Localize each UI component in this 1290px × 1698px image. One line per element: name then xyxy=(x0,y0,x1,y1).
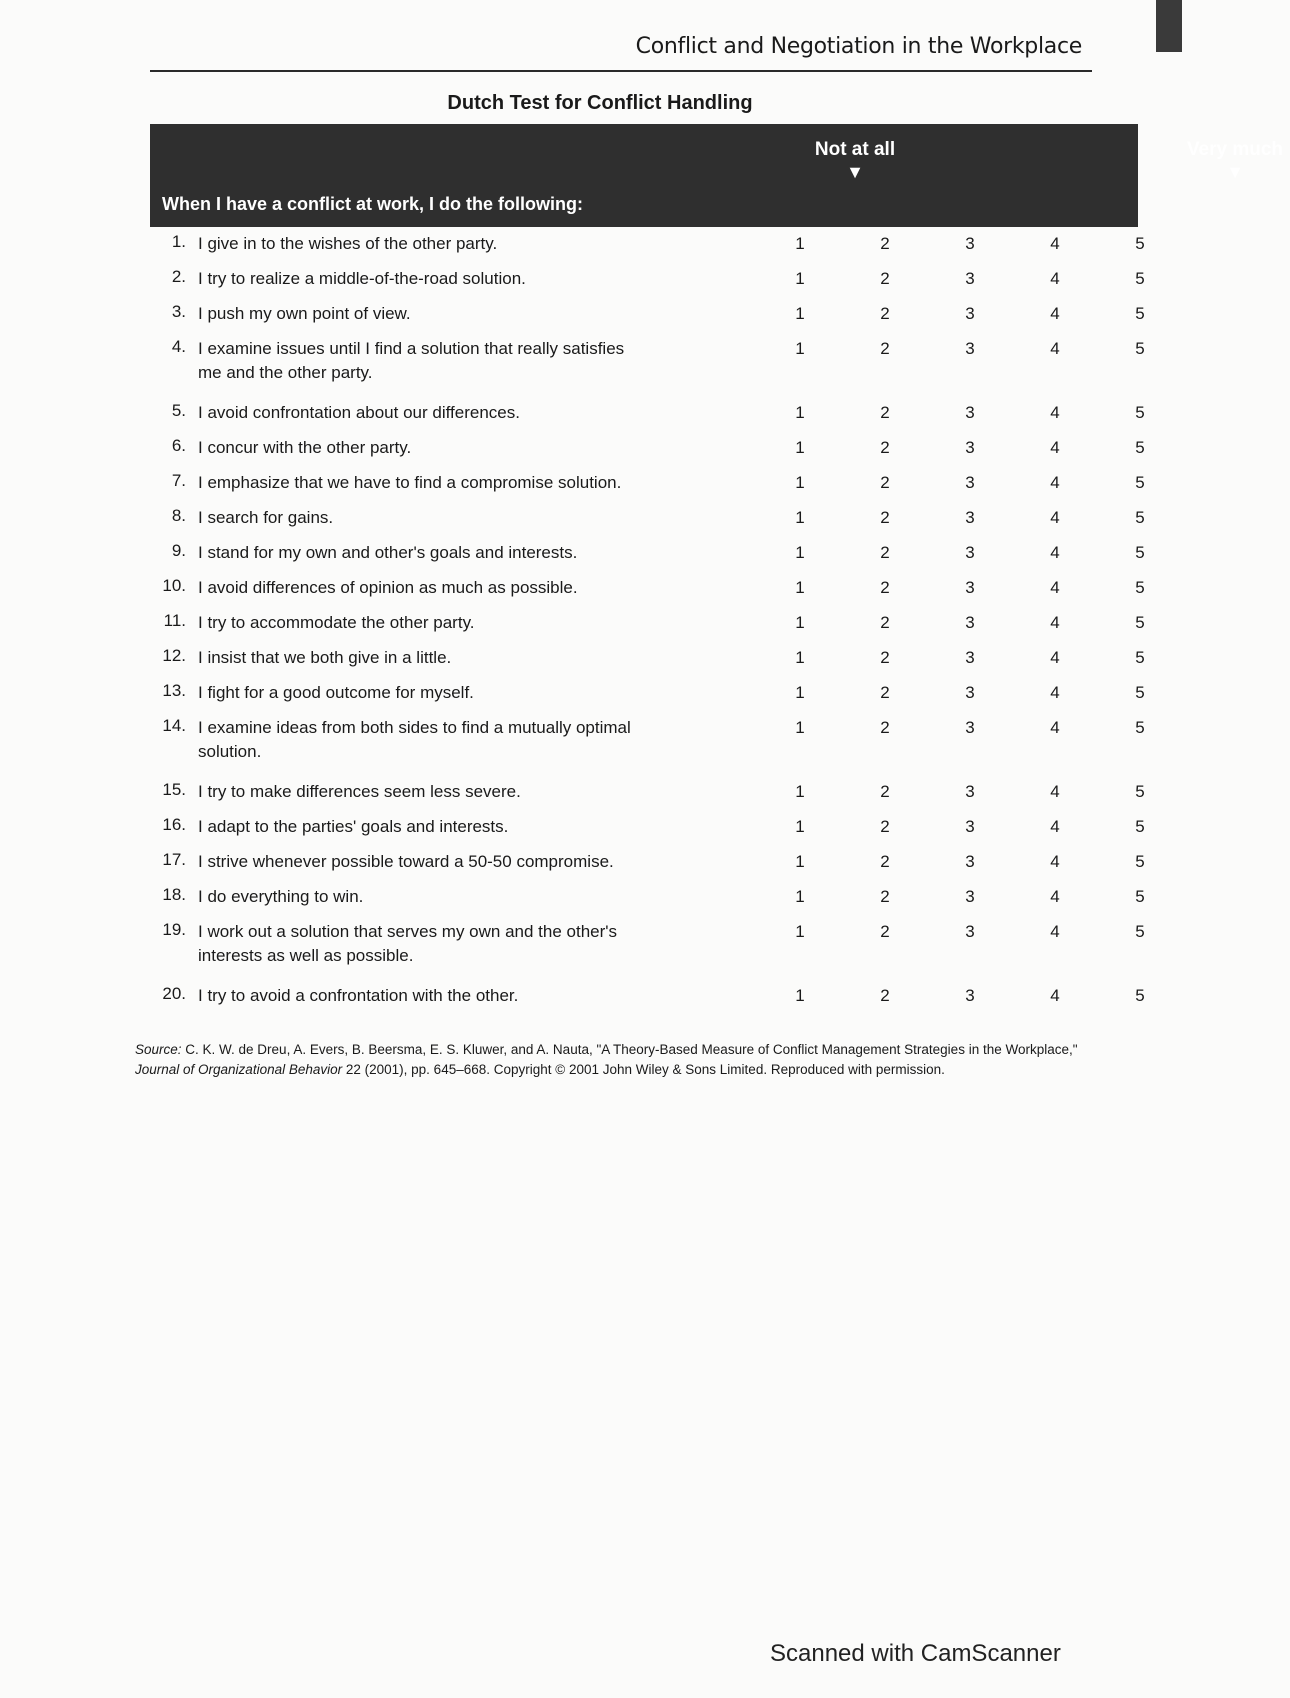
scale-high-label: Very much ▼ xyxy=(1180,138,1290,182)
rating-option-4[interactable]: 4 xyxy=(1050,986,1060,1005)
item-number: 11. xyxy=(163,611,186,630)
questionnaire-item xyxy=(150,506,1145,539)
questionnaire-item xyxy=(150,576,1145,609)
rating-option-4[interactable]: 4 xyxy=(1050,508,1060,527)
rating-option-1[interactable]: 1 xyxy=(795,782,805,801)
questionnaire-item xyxy=(150,611,1145,644)
rating-option-2[interactable]: 2 xyxy=(880,304,890,323)
rating-option-3[interactable]: 3 xyxy=(965,613,975,632)
page-corner-tab xyxy=(1156,0,1182,52)
rating-option-1[interactable]: 1 xyxy=(795,339,805,358)
item-number: 8. xyxy=(171,506,186,525)
item-text: I try to avoid a confrontation with the other. xyxy=(198,986,519,1005)
questionnaire-item xyxy=(150,984,1145,1017)
rating-option-3[interactable]: 3 xyxy=(965,852,975,871)
questionnaire-item xyxy=(150,401,1145,434)
questionnaire-item xyxy=(150,885,1145,918)
item-number: 17. xyxy=(162,850,186,869)
rating-option-1[interactable]: 1 xyxy=(795,269,805,288)
rating-option-3[interactable]: 3 xyxy=(965,718,975,737)
rating-option-1[interactable]: 1 xyxy=(795,473,805,492)
rating-option-3[interactable]: 3 xyxy=(965,887,975,906)
questionnaire-item xyxy=(150,436,1145,469)
rating-option-2[interactable]: 2 xyxy=(880,578,890,597)
source-label: Source: xyxy=(135,1042,182,1057)
rating-option-5[interactable]: 5 xyxy=(1135,234,1145,253)
scale-low-label: Not at all ▼ xyxy=(800,138,910,182)
questionnaire-item xyxy=(150,716,1145,774)
rating-option-3[interactable]: 3 xyxy=(965,438,975,457)
questionnaire-item xyxy=(150,815,1145,848)
questionnaire-item xyxy=(150,302,1145,335)
rating-option-5[interactable]: 5 xyxy=(1135,473,1145,492)
rating-option-5[interactable]: 5 xyxy=(1135,403,1145,422)
item-number: 15. xyxy=(162,780,186,799)
rating-option-3[interactable]: 3 xyxy=(965,269,975,288)
questionnaire-item xyxy=(150,471,1145,504)
rating-option-2[interactable]: 2 xyxy=(880,782,890,801)
rating-option-2[interactable]: 2 xyxy=(880,648,890,667)
rating-option-4[interactable]: 4 xyxy=(1050,718,1060,737)
rating-option-2[interactable]: 2 xyxy=(880,508,890,527)
rating-option-3[interactable]: 3 xyxy=(965,403,975,422)
rating-option-3[interactable]: 3 xyxy=(965,339,975,358)
rating-option-4[interactable]: 4 xyxy=(1050,922,1060,941)
rating-option-5[interactable]: 5 xyxy=(1135,648,1145,667)
item-number: 20. xyxy=(162,984,186,1003)
rating-option-1[interactable]: 1 xyxy=(795,438,805,457)
table-prompt: When I have a conflict at work, I do the following: xyxy=(162,194,584,214)
questionnaire-item xyxy=(150,850,1145,883)
rating-option-3[interactable]: 3 xyxy=(965,543,975,562)
item-number: 12. xyxy=(162,646,186,665)
item-text: I emphasize that we have to find a compromise solution. xyxy=(198,473,622,492)
item-text: I avoid differences of opinion as much as possible. xyxy=(198,578,578,597)
questionnaire-item xyxy=(150,920,1145,978)
item-text: I examine issues until I find a solution that really satisfies me and the other party. xyxy=(198,339,625,382)
rating-option-2[interactable]: 2 xyxy=(880,403,890,422)
rating-option-2[interactable]: 2 xyxy=(880,473,890,492)
rating-option-2[interactable]: 2 xyxy=(880,922,890,941)
rating-option-4[interactable]: 4 xyxy=(1050,578,1060,597)
rating-option-4[interactable]: 4 xyxy=(1050,648,1060,667)
rating-option-4[interactable]: 4 xyxy=(1050,234,1060,253)
rating-option-5[interactable]: 5 xyxy=(1135,817,1145,836)
rating-option-4[interactable]: 4 xyxy=(1050,817,1060,836)
rating-option-5[interactable]: 5 xyxy=(1135,578,1145,597)
questionnaire-item xyxy=(150,267,1145,300)
rating-option-4[interactable]: 4 xyxy=(1050,852,1060,871)
rating-option-1[interactable]: 1 xyxy=(795,648,805,667)
item-number: 10. xyxy=(162,576,186,595)
rating-option-5[interactable]: 5 xyxy=(1135,718,1145,737)
questionnaire-item xyxy=(150,780,1145,813)
source-rest: 22 (2001), pp. 645–668. Copyright © 2001 John Wiley & Sons Limited. Reproduced with permission. xyxy=(342,1062,945,1077)
rating-option-4[interactable]: 4 xyxy=(1050,403,1060,422)
item-text: I examine ideas from both sides to find a mutually optimal solution. xyxy=(198,718,631,761)
rating-option-5[interactable]: 5 xyxy=(1135,782,1145,801)
rating-option-4[interactable]: 4 xyxy=(1050,613,1060,632)
item-text: I try to realize a middle-of-the-road solution. xyxy=(198,269,526,288)
rating-option-1[interactable]: 1 xyxy=(795,683,805,702)
rating-option-3[interactable]: 3 xyxy=(965,986,975,1005)
item-number: 6. xyxy=(171,436,186,455)
rating-option-5[interactable]: 5 xyxy=(1135,304,1145,323)
rating-option-1[interactable]: 1 xyxy=(795,718,805,737)
down-arrow-icon: ▼ xyxy=(1226,162,1244,182)
rating-option-3[interactable]: 3 xyxy=(965,922,975,941)
rating-option-1[interactable]: 1 xyxy=(795,403,805,422)
rating-option-1[interactable]: 1 xyxy=(795,922,805,941)
item-number: 16. xyxy=(162,815,186,834)
rating-option-1[interactable]: 1 xyxy=(795,543,805,562)
item-text: I insist that we both give in a little. xyxy=(198,648,452,667)
rating-option-5[interactable]: 5 xyxy=(1135,613,1145,632)
questionnaire-item xyxy=(150,541,1145,574)
item-number: 1. xyxy=(171,232,186,251)
rating-option-2[interactable]: 2 xyxy=(880,986,890,1005)
rating-option-1[interactable]: 1 xyxy=(795,887,805,906)
rating-option-1[interactable]: 1 xyxy=(795,986,805,1005)
rating-option-3[interactable]: 3 xyxy=(965,683,975,702)
rating-option-5[interactable]: 5 xyxy=(1135,922,1145,941)
item-number: 19. xyxy=(162,920,186,939)
rating-option-3[interactable]: 3 xyxy=(965,473,975,492)
scanner-watermark: Scanned with CamScanner xyxy=(770,1640,1061,1667)
item-text: I give in to the wishes of the other party. xyxy=(198,234,498,253)
item-number: 14. xyxy=(162,716,186,735)
rating-option-1[interactable]: 1 xyxy=(795,613,805,632)
rating-option-4[interactable]: 4 xyxy=(1050,304,1060,323)
table-header xyxy=(150,124,1284,227)
rating-option-2[interactable]: 2 xyxy=(880,269,890,288)
rating-option-1[interactable]: 1 xyxy=(795,817,805,836)
item-number: 13. xyxy=(162,681,186,700)
rating-option-5[interactable]: 5 xyxy=(1135,887,1145,906)
item-number: 5. xyxy=(171,401,186,420)
rating-option-3[interactable]: 3 xyxy=(965,304,975,323)
rating-option-4[interactable]: 4 xyxy=(1050,543,1060,562)
item-number: 7. xyxy=(171,471,186,490)
rating-option-5[interactable]: 5 xyxy=(1135,852,1145,871)
running-head xyxy=(150,24,1092,72)
rating-option-1[interactable]: 1 xyxy=(795,578,805,597)
item-text: I try to make differences seem less severe. xyxy=(198,782,521,801)
item-text: I search for gains. xyxy=(198,508,334,527)
rating-option-2[interactable]: 2 xyxy=(880,234,890,253)
item-number: 18. xyxy=(162,885,186,904)
questionnaire-item xyxy=(150,681,1145,714)
item-number: 3. xyxy=(171,302,186,321)
item-text: I do everything to win. xyxy=(198,887,364,906)
rating-option-5[interactable]: 5 xyxy=(1135,543,1145,562)
rating-option-4[interactable]: 4 xyxy=(1050,339,1060,358)
document-title: Dutch Test for Conflict Handling xyxy=(447,92,753,114)
rating-option-4[interactable]: 4 xyxy=(1050,473,1060,492)
rating-option-2[interactable]: 2 xyxy=(880,613,890,632)
rating-option-2[interactable]: 2 xyxy=(880,438,890,457)
rating-option-2[interactable]: 2 xyxy=(880,339,890,358)
item-text: I avoid confrontation about our differences. xyxy=(198,403,520,422)
rating-option-2[interactable]: 2 xyxy=(880,817,890,836)
item-number: 2. xyxy=(171,267,186,286)
rating-option-4[interactable]: 4 xyxy=(1050,438,1060,457)
rating-option-4[interactable]: 4 xyxy=(1050,887,1060,906)
down-arrow-icon: ▼ xyxy=(846,162,864,182)
item-text: I adapt to the parties' goals and interests. xyxy=(198,817,509,836)
questionnaire-item xyxy=(150,646,1145,679)
item-number: 9. xyxy=(171,541,186,560)
rating-option-5[interactable]: 5 xyxy=(1135,508,1145,527)
rating-option-5[interactable]: 5 xyxy=(1135,683,1145,702)
rating-option-2[interactable]: 2 xyxy=(880,887,890,906)
rating-option-1[interactable]: 1 xyxy=(795,234,805,253)
rating-option-1[interactable]: 1 xyxy=(795,508,805,527)
rating-option-1[interactable]: 1 xyxy=(795,852,805,871)
rating-option-4[interactable]: 4 xyxy=(1050,269,1060,288)
rating-option-5[interactable]: 5 xyxy=(1135,438,1145,457)
item-text: I stand for my own and other's goals and interests. xyxy=(198,543,578,562)
rating-option-3[interactable]: 3 xyxy=(965,782,975,801)
item-text: I fight for a good outcome for myself. xyxy=(198,683,474,702)
rating-option-3[interactable]: 3 xyxy=(965,648,975,667)
rating-option-2[interactable]: 2 xyxy=(880,543,890,562)
rating-option-4[interactable]: 4 xyxy=(1050,683,1060,702)
rating-option-3[interactable]: 3 xyxy=(965,578,975,597)
source-journal: Journal of Organizational Behavior xyxy=(135,1062,343,1077)
item-text: I strive whenever possible toward a 50-50 compromise. xyxy=(198,852,614,871)
rating-option-2[interactable]: 2 xyxy=(880,683,890,702)
rating-option-3[interactable]: 3 xyxy=(965,817,975,836)
item-text: I try to accommodate the other party. xyxy=(198,613,475,632)
rating-option-1[interactable]: 1 xyxy=(795,304,805,323)
rating-option-5[interactable]: 5 xyxy=(1135,986,1145,1005)
rating-option-4[interactable]: 4 xyxy=(1050,782,1060,801)
rating-option-2[interactable]: 2 xyxy=(880,852,890,871)
questionnaire-item xyxy=(150,337,1145,395)
item-text: I concur with the other party. xyxy=(198,438,412,457)
running-head-title: Conflict and Negotiation in the Workplace xyxy=(635,34,1082,59)
item-text: I work out a solution that serves my own and the other's interests as well as possible. xyxy=(198,922,618,965)
rating-option-5[interactable]: 5 xyxy=(1135,269,1145,288)
source-citation xyxy=(135,1040,1105,1080)
item-text: I push my own point of view. xyxy=(198,304,411,323)
source-authors: C. K. W. de Dreu, A. Evers, B. Beersma, E. S. Kluwer, and A. Nauta, "A Theory-Based Measure of Conflict Management Strategies in the Workplace," xyxy=(181,1042,1078,1057)
rating-option-5[interactable]: 5 xyxy=(1135,339,1145,358)
rating-option-3[interactable]: 3 xyxy=(965,508,975,527)
questionnaire-item xyxy=(150,232,1145,265)
item-number: 4. xyxy=(171,337,186,356)
rating-option-3[interactable]: 3 xyxy=(965,234,975,253)
rating-option-2[interactable]: 2 xyxy=(880,718,890,737)
